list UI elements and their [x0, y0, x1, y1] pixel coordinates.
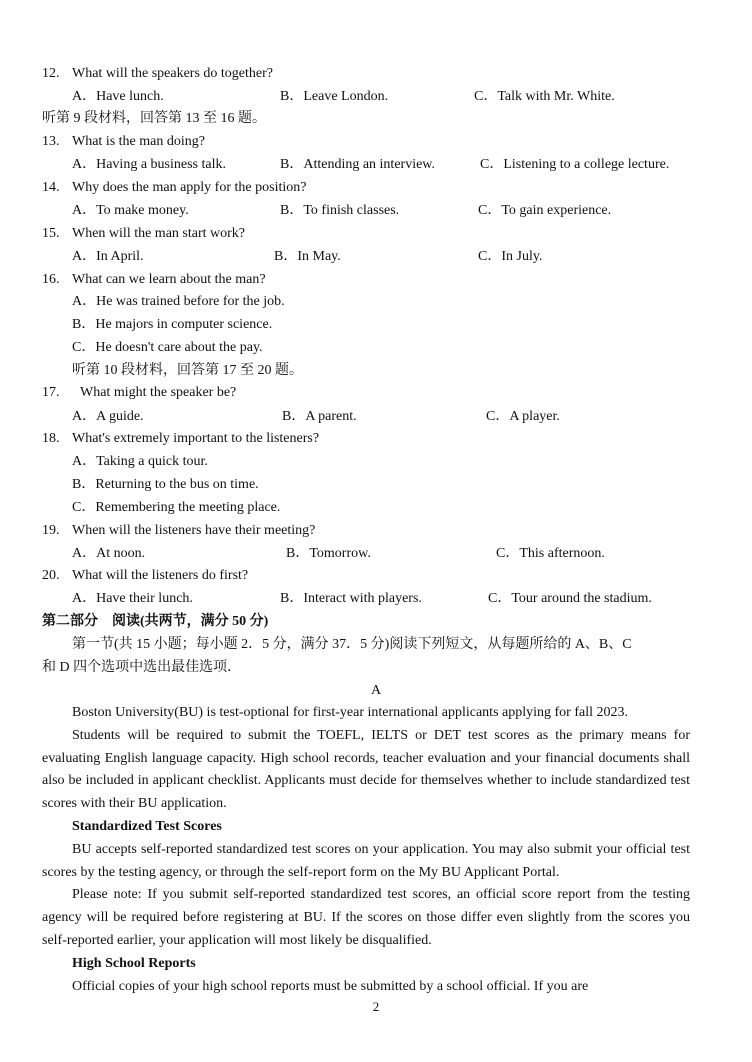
paragraph-2: Students will be required to submit the TOEFL, IELTS or DET test scores as the primary means for evaluating English language capacity. High school records, teacher evaluation and your financial documents shall also be included in applicant checklist. Applicants must decide for themselves whether to include standardized test scores with their BU application.: [42, 727, 690, 812]
question-text: When will the listeners have their meeting?: [72, 523, 316, 538]
question-number: 15.: [42, 226, 60, 241]
paragraph-5: Official copies of your high school reports must be submitted by a school official. If you are: [72, 978, 589, 994]
option-a: A．In April.: [72, 249, 144, 264]
option-a: A．To make money.: [72, 203, 189, 218]
heading-standardized-test-scores: Standardized Test Scores: [72, 818, 222, 834]
paragraph-4: Please note: If you submit self-reported standardized test scores, an official score report from the testing agency will be required before registering at BU. If the scores on those differ even slightly from the scores you self-reported earlier, your application will most likely be disqualified.: [42, 887, 690, 948]
question-19: [42, 522, 315, 540]
option-c: C．In July.: [478, 249, 543, 264]
option-b: B．In May.: [274, 249, 341, 264]
question-number: 18.: [42, 431, 60, 446]
question-13: [42, 133, 205, 151]
question-16: [42, 271, 266, 289]
question-number: 13.: [42, 134, 60, 149]
option-a: A．Taking a quick tour.: [72, 454, 208, 469]
section-intro-line-2: 和 D 四个选项中选出最佳选项．: [42, 660, 242, 675]
paragraph-1: Boston University(BU) is test-optional for first-year international applicants applying for fall 2023.: [72, 705, 628, 720]
option-c: C．Talk with Mr. White.: [474, 89, 615, 104]
option-b: B．Leave London.: [280, 89, 389, 104]
option-c: C．This afternoon.: [496, 546, 605, 561]
question-text: What can we learn about the man?: [72, 272, 266, 287]
passage-label: A: [370, 683, 382, 698]
option-b: B．He majors in computer science.: [72, 317, 273, 332]
question-17: [42, 384, 236, 402]
option-c: C．Tour around the stadium.: [488, 591, 652, 606]
section-instruction-10: 听第 10 段材料，回答第 17 至 20 题。: [72, 363, 303, 378]
heading-high-school-reports: High School Reports: [72, 955, 196, 971]
question-text: When will the man start work?: [72, 226, 246, 241]
option-c: C．Listening to a college lecture.: [480, 157, 670, 172]
option-a: A．Have lunch.: [72, 89, 164, 104]
passage-body: [42, 702, 690, 998]
question-12: [42, 65, 273, 83]
option-b: B．Attending an interview.: [280, 157, 436, 172]
option-b: B．To finish classes.: [280, 203, 400, 218]
question-20: [42, 567, 248, 585]
section-intro-line-1: 第一节(共 15 小题；每小题 2．5 分，满分 37．5 分)阅读下列短文，从每题所给的 A、B、C: [72, 637, 632, 652]
part-title: 第二部分 阅读(共两节，满分 50 分): [42, 614, 269, 629]
question-text: What will the speakers do together?: [72, 66, 273, 81]
option-c: C．Remembering the meeting place.: [72, 500, 281, 515]
question-number: 19.: [42, 523, 60, 538]
paragraph-3: BU accepts self-reported standardized test scores on your application. You may also submit your official test scores by the testing agency, or through the self-report form on the My BU Applicant Portal.: [42, 841, 690, 880]
option-a: A．He was trained before for the job.: [72, 294, 285, 309]
option-c: C．To gain experience.: [478, 203, 612, 218]
question-15: [42, 225, 245, 243]
question-text: Why does the man apply for the position?: [72, 180, 307, 195]
option-b: B．A parent.: [282, 409, 357, 424]
option-b: B．Tomorrow.: [286, 546, 371, 561]
question-number: 16.: [42, 272, 60, 287]
option-a: A．A guide.: [72, 409, 144, 424]
option-c: C．He doesn't care about the pay.: [72, 340, 263, 355]
question-18: [42, 430, 319, 448]
section-instruction-9: 听第 9 段材料，回答第 13 至 16 题。: [42, 111, 266, 126]
question-text: What is the man doing?: [72, 134, 205, 149]
question-text: What's extremely important to the listeners?: [72, 431, 320, 446]
question-number: 20.: [42, 568, 60, 583]
option-a: A．Having a business talk.: [72, 157, 226, 172]
question-text: What might the speaker be?: [80, 385, 237, 400]
question-number: 14.: [42, 180, 60, 195]
question-number: 12.: [42, 66, 60, 81]
question-text: What will the listeners do first?: [72, 568, 249, 583]
option-c: C．A player.: [486, 409, 560, 424]
option-a: A．At noon.: [72, 546, 146, 561]
option-b: B．Returning to the bus on time.: [72, 477, 259, 492]
question-14: [42, 179, 306, 197]
option-a: A．Have their lunch.: [72, 591, 193, 606]
question-number: 17.: [42, 385, 60, 400]
page-number: 2: [372, 999, 380, 1014]
option-b: B．Interact with players.: [280, 591, 422, 606]
